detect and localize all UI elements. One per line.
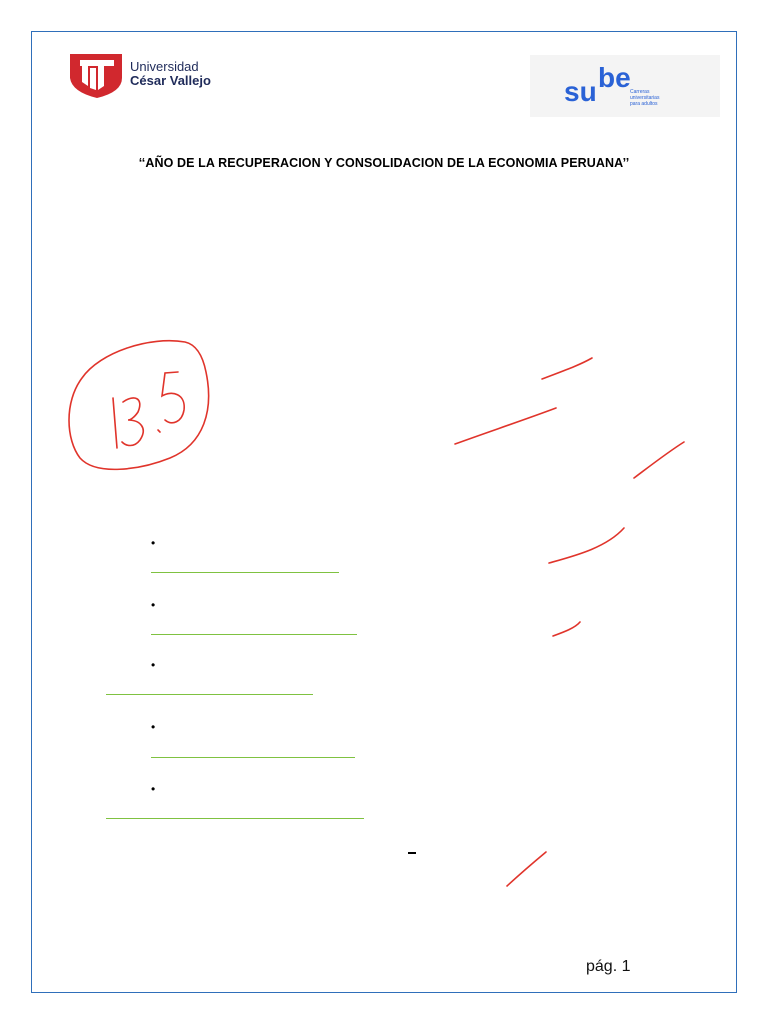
ucv-wordmark [130,60,211,88]
svg-text:be: be [598,62,631,93]
svg-text:Carreras: Carreras [630,89,650,95]
link-underline[interactable] [151,634,357,635]
ucv-line2: César Vallejo [130,73,211,88]
page-number: pág. 1 [586,958,631,975]
sube-wordmark-graphic [530,55,720,117]
bullet-marker: • [151,536,156,550]
document-heading: ‘‘AÑO DE LA RECUPERACION Y CONSOLIDACION DE LA ECONOMIA PERUANA’’ [138,156,630,170]
ucv-line1: Universidad [130,59,199,74]
svg-text:su: su [564,76,597,107]
link-underline[interactable] [106,818,364,819]
svg-text:universitarias: universitarias [630,95,660,101]
link-underline[interactable] [106,694,313,695]
dash-mark [408,852,416,854]
link-underline[interactable] [151,757,355,758]
bullet-marker: • [151,720,156,734]
link-underline[interactable] [151,572,339,573]
bullet-marker: • [151,658,156,672]
bullet-marker: • [151,782,156,796]
svg-text:para adultos: para adultos [630,101,658,107]
page-border [31,31,737,993]
sube-logo [530,55,720,117]
bullet-marker: • [151,598,156,612]
